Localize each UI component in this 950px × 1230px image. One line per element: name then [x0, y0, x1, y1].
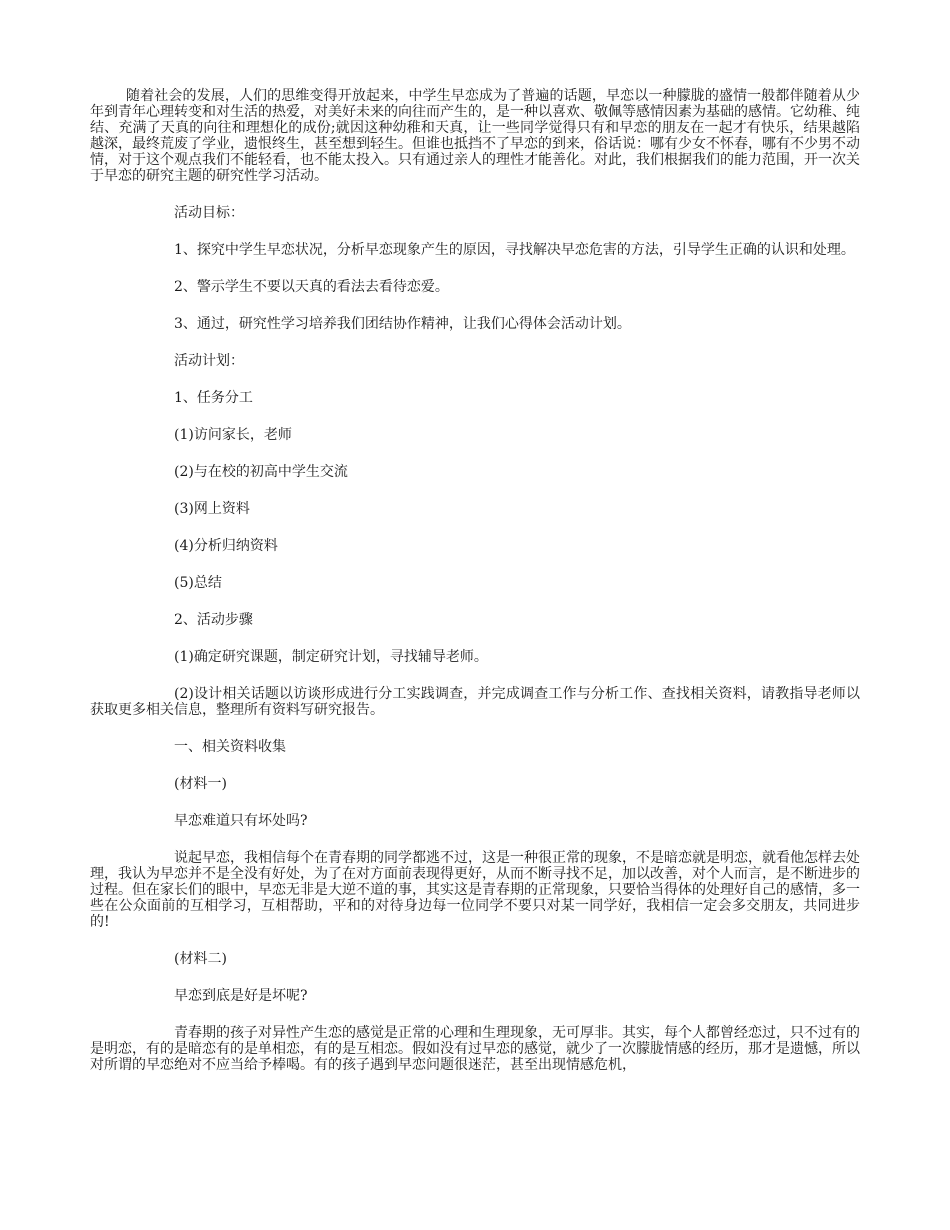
material-2-body: 青春期的孩子对异性产生恋的感觉是正常的心理和生理现象，无可厚非。其实，每个人都曾经恋过，只不过有的是明恋，有的是暗恋有的是单相恋，有的是互相恋。假如没有过早恋的感觉，就少了一次朦胧情感的经历，那才是遗憾，所以对所谓的早恋绝对不应当给予棒喝。有的孩子遇到早恋问题很迷茫，甚至出现情感危机，	[90, 1025, 860, 1073]
plan-heading: 活动计划：	[174, 353, 244, 369]
goal-item-2: 2、警示学生不要以天真的看法去看待恋爱。	[174, 279, 449, 295]
plan-subitem-4: (4)分析归纳资料	[174, 538, 278, 554]
plan-item-2: 2、活动步骤	[174, 612, 253, 628]
plan-subitem-2: (2)与在校的初高中学生交流	[174, 464, 348, 480]
collect-heading: 一、相关资料收集	[174, 739, 286, 755]
plan-subitem-1: (1)访问家长，老师	[174, 427, 292, 443]
material-2-title: 早恋到底是好是坏呢?	[174, 988, 308, 1004]
intro-paragraph: 随着社会的发展，人们的思维变得开放起来，中学生早恋成为了普遍的话题，早恋以一种朦胧的盛情一般都伴随着从少年到青年心理转变和对生活的热爱，对美好未来的向往而产生的，是一种以喜欢、敬佩等感情因素为基础的感情。它幼稚、纯结、充满了天真的向往和理想化的成份;就因这种幼稚和天真，让一些同学觉得只有和早恋的朋友在一起才有快乐，结果越陷越深，最终荒废了学业，遗恨终生，甚至想到轻生。但谁也抵挡不了早恋的到来，俗话说：哪有少女不怀春，哪有不少男不动情，对于这个观点我们不能轻看，也不能太投入。只有通过亲人的理性才能善化。对此，我们根据我们的能力范围，开一次关于早恋的研究主题的研究性学习活动。	[90, 88, 860, 184]
document-page	[90, 88, 860, 1094]
material-1-body: 说起早恋，我相信每个在青春期的同学都逃不过，这是一种很正常的现象，不是暗恋就是明恋，就看他怎样去处理，我认为早恋并不是全没有好处，为了在对方面前表现得更好，从而不断寻找不足，加以改善，对个人而言，是不断进步的过程。但在家长们的眼中，早恋无非是大逆不道的事，其实这是青春期的正常现象，只要恰当得体的处理好自己的感情，多一些在公众面前的互相学习，互相帮助，平和的对待身边每一位同学不要只对某一同学好，我相信一定会多交朋友，共同进步的!	[90, 850, 860, 930]
plan-item-1: 1、任务分工	[174, 390, 253, 406]
plan-subitem-3: (3)网上资料	[174, 501, 250, 517]
step-item-1: (1)确定研究课题，制定研究计划，寻找辅导老师。	[174, 649, 488, 665]
goal-heading: 活动目标：	[174, 205, 244, 221]
goal-item-1: 1、探究中学生早恋状况，分析早恋现象产生的原因，寻找解决早恋危害的方法，引导学生正确的认识和处理。	[174, 242, 855, 258]
goal-item-3: 3、通过，研究性学习培养我们团结协作精神，让我们心得体会活动计划。	[174, 316, 631, 332]
material-2-label: (材料二)	[174, 951, 227, 967]
material-1-title: 早恋难道只有坏处吗?	[174, 813, 308, 829]
step-item-2: (2)设计相关话题以访谈形成进行分工实践调查，并完成调查工作与分析工作、查找相关资料，请教指导老师以获取更多相关信息，整理所有资料写研究报告。	[90, 686, 860, 718]
plan-subitem-5: (5)总结	[174, 575, 222, 591]
material-1-label: (材料一)	[174, 776, 227, 792]
